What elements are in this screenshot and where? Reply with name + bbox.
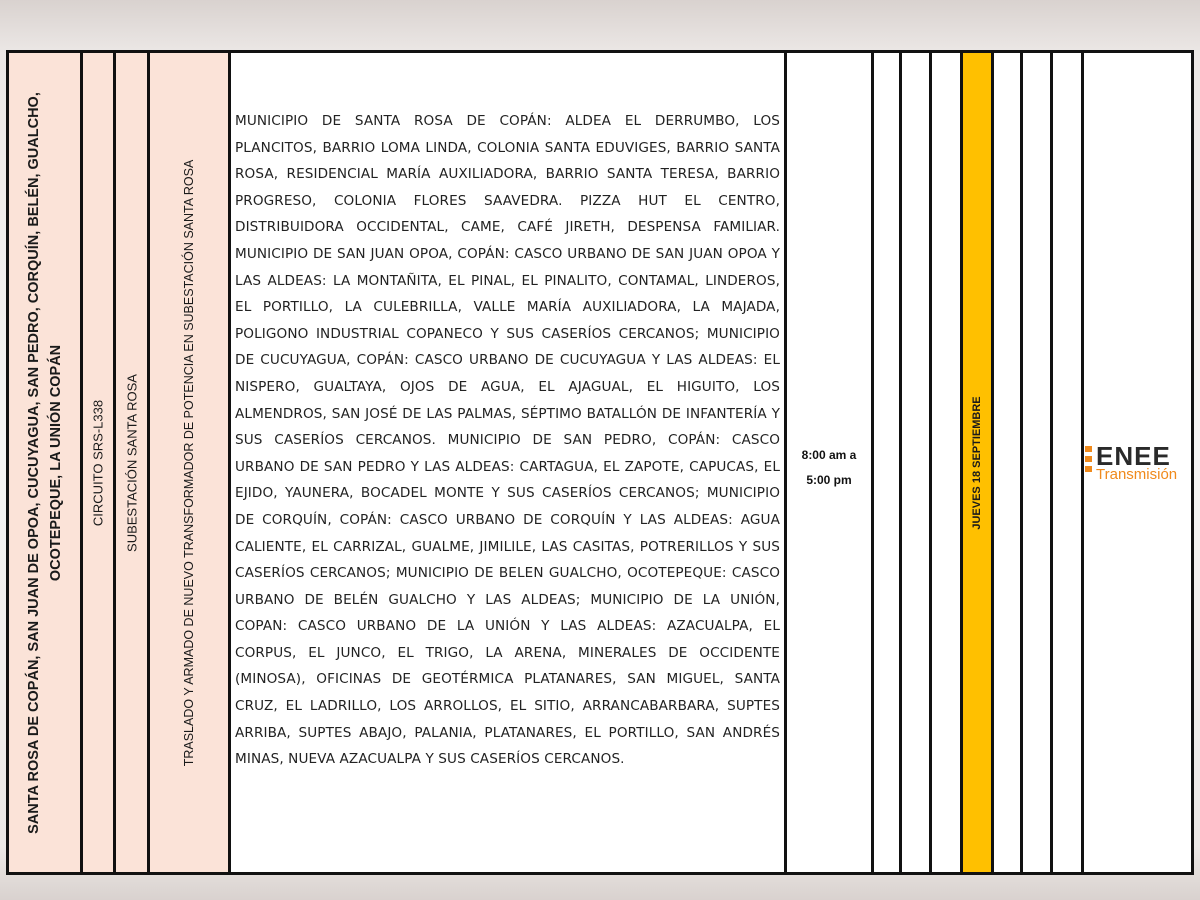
empty-column-6 — [1053, 53, 1084, 872]
schedule-time — [787, 443, 871, 493]
circuit-label: CIRCUITO SRS-L338 — [90, 399, 106, 526]
schedule-table — [6, 50, 1194, 875]
logo-name: ENEE — [1096, 441, 1171, 471]
date-label: JUEVES 18 SEPTIEMBRE — [971, 395, 983, 530]
substation-column — [116, 53, 150, 872]
empty-column-5 — [1023, 53, 1053, 872]
empty-column-1 — [874, 53, 902, 872]
enee-logo — [1084, 441, 1192, 481]
date-column — [963, 53, 994, 872]
circuit-column — [83, 53, 116, 872]
empty-column-2 — [902, 53, 932, 872]
affected-areas-text: MUNICIPIO DE SANTA ROSA DE COPÁN: ALDEA EL DERRUMBO, LOS PLANCITOS, BARRIO LOMA LINDA, COLONIA SANTA EDUVIGES, BARRIO SANTA ROSA, RESIDENCIAL MARÍA AUXILIADORA, BARRIO SANTA TERESA, BARRIO PROGRESO, COLONIA FLORES SAAVEDRA. PIZZA HUT EL CENTRO, DISTRIBUIDORA OCCIDENTAL, CAME, CAFÉ JIRETH, DESPENSA FAMILIAR. MUNICIPIO DE SAN JUAN OPOA, COPÁN: CASCO URBANO DE SAN JUAN OPOA Y LAS ALDEAS: LA MONTAÑITA, EL PINAL, EL PINALITO, CONTAMAL, LINDEROS, EL PORTILLO, LA CULEBRILLA, VALLE MARÍA AUXILIADORA, LA MAJADA, POLIGONO INDUSTRIAL COPANECO Y SUS CASERÍOS CERCANOS; MUNICIPIO DE CUCUYAGUA, COPÁN: CASCO URBANO DE CUCUYAGUA Y LAS ALDEAS: EL NISPERO, GUALTAYA, OJOS DE AGUA, EL AJAGUAL, EL HIGUITO, LOS ALMENDROS, SAN JOSÉ DE LAS PALMAS, SÉPTIMO BATALLÓN DE INFANTERÍA Y SUS CASERÍOS CERCANOS. MUNICIPIO DE SAN PEDRO, COPÁN: CASCO URBANO DE SAN PEDRO Y LAS ALDEAS: CARTAGUA, EL ZAPOTE, CAPUCAS, EL EJIDO, YAUNERA, BOCADEL MONTE Y SUS CASERÍOS CERCANOS; MUNICIPIO DE CORQUÍN, COPÁN: CASCO URBANO DE CORQUÍN Y LAS ALDEAS: AGUA CALIENTE, EL CARRIZAL, GUALME, JIMILILE, LAS CASITAS, POTRERILLOS Y SUS CASERÍOS CERCANOS; MUNICIPIO DE BELEN GUALCHO, OCOTEPEQUE: CASCO URBANO DE BELÉN GUALCHO Y LAS ALDEAS; MUNICIPIO DE LA UNIÓN, COPAN: CASCO URBANO DE LA UNIÓN Y LAS ALDEAS: AZACUALPA, EL CORPUS, EL JUNCO, EL TRIGO, LA ARENA, MINERALES DE OCCIDENTE (MINOSA), OFICINAS DE GEOTÉRMICA PLATANARES, SAN MIGUEL, SANTA CRUZ, EL LADRILLO, LOS ARROLLOS, EL SITIO, ARRANCABARBARA, SUPTES ARRIBA, SUPTES ABAJO, PALANIA, PLATANARES, EL PORTILLO, SAN ANDRÉS MINAS, NUEVA AZACUALPA Y SUS CASERÍOS CERCANOS. — [235, 113, 780, 768]
affected-areas-column — [231, 53, 787, 872]
substation-label: SUBESTACIÓN SANTA ROSA — [124, 373, 139, 552]
logo-column — [1084, 53, 1191, 872]
time-end: 5:00 pm — [806, 473, 852, 487]
empty-column-4 — [994, 53, 1023, 872]
enee-logo-mark-icon — [1085, 446, 1092, 472]
work-description: TRASLADO Y ARMADO DE NUEVO TRANSFORMADOR DE POTENCIA EN SUBESTACIÓN SANTA ROSA — [182, 159, 196, 766]
time-column — [787, 53, 874, 872]
zone-label: SANTA ROSA DE COPÁN, SAN JUAN DE OPOA, CUCUYAGUA, SAN PEDRO, CORQUÍN, BELÉN, GUALCHO, OCOTEPEQUE, LA UNIÓN COPÁN — [25, 91, 64, 834]
work-column — [150, 53, 231, 872]
time-start: 8:00 am a — [801, 448, 857, 462]
zone-column — [9, 53, 83, 872]
logo-subtitle: Transmisión — [1096, 466, 1178, 481]
empty-column-3 — [932, 53, 963, 872]
